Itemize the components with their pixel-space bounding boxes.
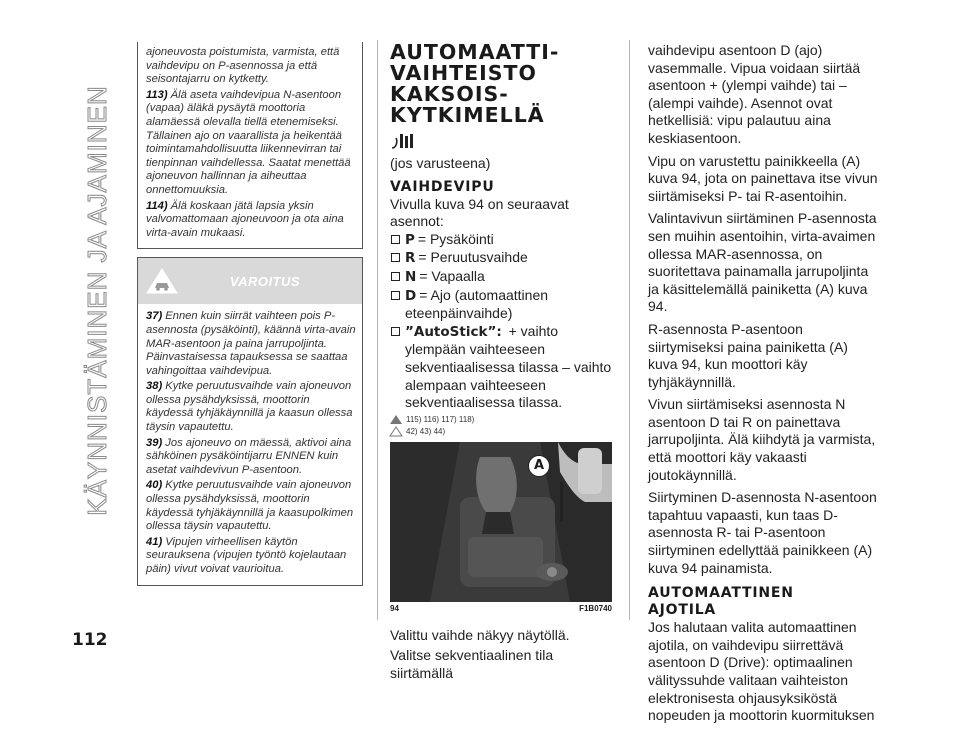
warning-item: 41) Vipujen virheellisen käytön seurauksena (vipujen työntö kojelautaan päin) vivut voivat vaurioitua.	[146, 535, 347, 575]
column-left	[137, 42, 363, 586]
page-number: 112	[72, 630, 108, 650]
column-divider	[629, 40, 630, 620]
notes-box	[137, 42, 363, 249]
square-bullet-icon	[391, 327, 400, 336]
warning-header	[138, 258, 362, 304]
body-paragraph: Vivun siirtämiseksi asennosta N asentoon D tai R on painettava jarrupoljinta. Älä kiihdytä ja varmista, että moottori käy vakaasti joutokäynnillä.	[648, 396, 876, 483]
gear-item: P = Pysäköinti	[390, 231, 612, 250]
warning-item: 38) Kytke peruutusvaihde vain ajoneuvon ollessa pysähdyksissä, moottorin käydessä tyhjäkäynnillä ja kaasun ollessa täysin vapautettu.	[146, 380, 353, 434]
gear-item: N = Vapaalla	[390, 268, 612, 287]
square-bullet-icon	[391, 291, 400, 300]
gear-lever-figure	[390, 442, 612, 602]
body-paragraph: Vipu on varustettu painikkeella (A) kuva 94, jota on painettava itse vivun siirtämiseksi P- tai R-asentoihin.	[648, 152, 878, 204]
body-paragraph: Siirtyminen D-asennosta N-asentoon tapahtuu vapaasti, kun taas D-asennosta R- tai P-asentoon siirtyminen edellyttää painikkeen (A) kuva 94 painamista.	[648, 489, 877, 576]
callout-a: A	[528, 455, 550, 477]
section-side-title: KÄYNNISTÄMINEN JA AJAMINEN	[81, 84, 112, 516]
warning-item: 37) Ennen kuin siirrät vaihteen pois P-asennosta (pysäköinti), käännä virta-avain MAR-asentoon ja paina jarrupoljinta. Päinvastaisessa tapauksessa se saattaa vahingoittaa vaihdevipua.	[146, 310, 356, 377]
section-heading: AUTOMAATTI- VAIHTEISTO KAKSOIS- KYTKIMELLÄ	[390, 40, 560, 127]
notes-intro: ajoneuvosta poistumista, varmista, että vaihdevipu on P-asennossa ja että seisontajarru on kytketty.	[146, 46, 340, 86]
column-middle	[390, 42, 612, 683]
caution-icon	[390, 427, 402, 436]
gear-item: ”AutoStick”: + vaihto ylempään vaihteeseen sekventiaalisessa tilassa – vaihto alempaan vaihteeseen sekventiaalisessa tilassa.	[390, 323, 612, 412]
warning-triangle-icon	[390, 415, 402, 424]
body-paragraph: Jos halutaan valita automaattinen ajotila, on vaihdevipu siirrettävä asentoon D (Drive): optimaalinen välityssuhde valitaan vaihteiston elektronisesta ohjausyksiköstä nopeuden ja moottorin kuormituksen	[648, 619, 875, 724]
subheading-vaihdevipu: VAIHDEVIPU	[390, 178, 495, 195]
warning-item: 39) Jos ajoneuvo on mäessä, aktivoi aina sähköinen pysäköintijarru ENNEN kuin asetat vaihdevivun P-asentoon.	[146, 436, 352, 476]
car-warning-icon	[146, 267, 178, 295]
square-bullet-icon	[391, 272, 400, 281]
column-right	[648, 42, 878, 730]
note-references: 42) 43) 44)	[390, 427, 612, 436]
body-paragraph: vaihdevipu asentoon D (ajo) vasemmalle. Vipua voidaan siirtää asentoon + (ylempi vaihde) tai – (alempi vaihde). Asennot ovat hetkellisiä: vipu palautuu aina keskiasentoon.	[648, 42, 861, 146]
lead-text: Vivulla kuva 94 on seuraavat asennot:	[390, 195, 569, 230]
warning-references: 115) 116) 117) 118)	[390, 415, 612, 424]
gear-lever-illustration	[390, 442, 612, 602]
warning-title: VAROITUS	[229, 273, 301, 289]
gear-item: D = Ajo (automaattinen eteenpäinvaihde)	[390, 287, 612, 323]
body-text: Valitse sekventiaalinen tila siirtämällä	[390, 647, 554, 681]
warning-item: 40) Kytke peruutusvaihde vain ajoneuvon ollessa pysähdyksissä, moottorin käydessä tyhjäkäynnillä ja kaasupolkimen ollessa täysin vapautettu.	[146, 479, 354, 533]
warning-body	[138, 304, 362, 584]
warning-box	[137, 257, 363, 585]
body-paragraph: R-asennosta P-asentoon siirtymiseksi paina painiketta (A) kuva 94, kun moottori käy tyhjäkäynnillä.	[648, 320, 848, 390]
body-text: Valittu vaihde näkyy näytöllä.	[390, 626, 570, 643]
note-item: 114) Älä koskaan jätä lapsia yksin valvomattomaan ajoneuvoon ja ota aina virta-avain mukaasi.	[146, 199, 344, 239]
optional-note: (jos varusteena)	[390, 155, 491, 171]
gearbox-icon	[390, 132, 416, 150]
note-item: 113) Älä aseta vaihdevipua N-asentoon (vapaa) äläkä pysäytä moottoria alamäessä olevalla tiellä etenemiseksi. Tällainen ajo on vaarallista ja heikentää toimintamahdollisuutta liikennevirran tai tienpinnan vaihdellessa. Saatat menettää ajoneuvon hallinnan ja aiheuttaa onnettomuuksia.	[146, 88, 351, 196]
body-paragraph: Valintavivun siirtäminen P-asennosta sen muihin asentoihin, virta-avaimen ollessa MAR-asennossa, on suoritettava painamalla jarrupoljinta ja käsittelemällä painiketta (A) kuva 94.	[648, 210, 877, 315]
square-bullet-icon	[391, 253, 400, 262]
square-bullet-icon	[391, 235, 400, 244]
gear-item: R = Peruutusvaihde	[390, 249, 612, 268]
column-divider	[377, 40, 378, 620]
figure-caption: 94 F1B0740	[390, 603, 612, 613]
section-heading-automatic: AUTOMAATTINEN AJOTILA	[648, 585, 794, 619]
